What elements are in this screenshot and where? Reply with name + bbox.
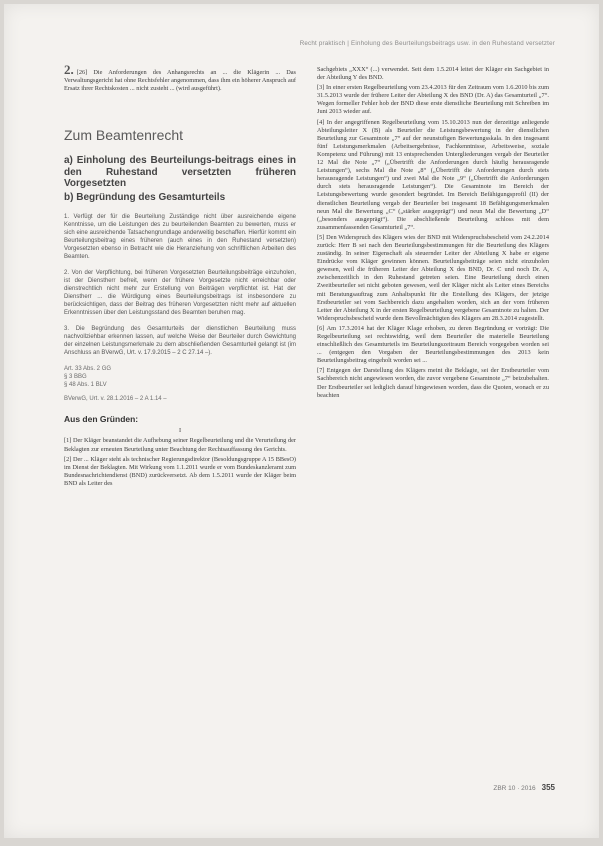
left-column (64, 62, 296, 490)
paragraph-continued: Sachgebiets „XXX“ (...) verwendet. Seit dem 1.5.2014 leitet der Kläger ein Sachgebiet in der Abteilung Y des BND. (317, 66, 549, 82)
lead-paragraph (64, 62, 296, 93)
statute-ref: § 48 Abs. 1 BLV (64, 382, 107, 389)
running-head: Recht praktisch | Einholung des Beurteilungsbeitrags usw. in den Ruhestand versetzter (299, 40, 555, 47)
paragraph-5: [5] Den Widerspruch des Klägers wies der BND mit Widerspruchsbescheid vom 24.2.2014 zurück: Herr B sei nach den Beurteilungsbestimmungen für die Beurteilung des Klägers zuständig. In seiner Eigenschaft als steuernder Leiter der Abteilung X habe er eigene Eindrücke vom Kläger gewinnen können. Beurteilungsbeiträge seien nicht einzuholen gewesen, weil die früheren Leiter der Abteilung X des BND, Dr. C und noch Dr. A, zwischenzeitlich in den Ruhestand getreten seien. Eine Beurteilung durch einen Zweitbeurteiler sei nicht geboten gewesen, weil der Kläger nicht als Leiter eines Bereichs mit Beratungsauftrag zum Anhaltspunkt für die Erstellung des Klägers, der jetzige Erstbeurteiler sei vom Sachbereich dazu angehalten worden, sich an der vom früheren Leiter der Abteilung X in der ersten Regelbeurteilung vergebene Gesamtnote zu halten. Der Widerspruchsbescheid wurde dem Bevollmächtigten des Klägers am 28.3.2014 zugestellt. (317, 233, 549, 322)
guiding-principles (64, 213, 296, 357)
guiding-principle-2: 2. Von der Verpflichtung, bei früheren Vorgesetzten Beurteilungsbeiträge einzuholen, ist der Dienstherr befreit, wenn der frühere Vorgesetzte nicht erreichbar oder dienstrechtlich nicht mehr zur Erstellung von Beiträgen verpflichtet ist. Hat der Dienstherr ... die Würdigung eines Beurteilungsbeitrags ist insbesondere zu berücksichtigen, dass der Beitrag des früheren Vorgesetzten nicht mehr auf aktuellen Erkenntnissen über den Leistungsstand des Beamten beruhen mag. (64, 270, 296, 317)
paragraph-3: [3] In einer ersten Regelbeurteilung vom 23.4.2013 für den Zeitraum vom 1.6.2010 bis zum 31.5.2013 wurde der frühere Leiter der Abteilung X des BND (Dr. A) das Gesamturteil „7“. Wegen formeller Fehler hob der BND diese erste dienstliche Beurteilung mit Schreiben im Juni 2013 wieder auf. (317, 84, 549, 116)
reasons-heading: Aus den Gründen: (64, 414, 139, 425)
journal-issue: ZBR 10 · 2016 (493, 785, 536, 792)
statute-references (64, 365, 296, 403)
lead-number: 2. (64, 62, 74, 77)
statute-ref: § 3 BBG (64, 374, 87, 381)
statute-ref: Art. 33 Abs. 2 GG (64, 366, 112, 373)
paragraph-1: [1] Der Kläger beanstandet die Aufhebung seiner Regelbeurteilung und die Verurteilung der Beklagten zur erneuten Beurteilung unter Beachtung der Rechtsauffassung des Gerichts. (64, 437, 296, 453)
paragraph-2: [2] Der ... Kläger steht als technischer Regierungsdirektor (Besoldungsgruppe A 15 BBesO) im Dienst der Beklagten. Mit Wirkung vom 1.1.2011 wurde er vom Bundeskanzleramt zum Bundesnachrichtendienst (BND) zurückversetzt. Ab dem 1.5.2011 wurde der Kläger beim BND als Leiter des (64, 455, 296, 487)
subtitle-a: a) Einholung des Beurteilungs-beitrags eines in den Ruhestand versetzten früheren Vorgesetzten (64, 155, 296, 190)
court-reference: BVerwG, Urt. v. 28.1.2016 – 2 A 1.14 – (64, 396, 167, 403)
guiding-principle-1: 1. Verfügt der für die Beurteilung Zuständige nicht über ausreichende eigene Kenntnisse, um die Leistungen des zu beurteilenden Beamten zu bewerten, muss er sich eine ausreichende Tatsachengrundlage anderweitig beschaffen. Hierfür kommt ein Beurteilungsbeitrag eines früheren (auch eines in den Ruhestand versetzten) Vorgesetzten ebenso in Betracht wie die Heranziehung von schriftlichen Arbeiten des Beamten. (64, 214, 296, 261)
page-footer (493, 783, 555, 792)
page-number: 355 (541, 783, 555, 792)
guiding-principle-3: 3. Die Begründung des Gesamturteils der dienstlichen Beurteilung muss nachvollziehbar erkennen lassen, auf welche Weise der Beurteiler durch Gewichtung der einzelnen Leistungsmerkmale zu dem abschließenden Gesamturteil gelangt ist (im Anschluss an BVerwG, Urt. v. 17.9.2015 – 2 C 27.14 –). (64, 326, 296, 357)
right-column (317, 66, 549, 402)
section-title: Zum Beamtenrecht (64, 127, 184, 144)
document-page (4, 4, 599, 838)
paragraph-7: [7] Entgegen der Darstellung des Klägers meint die Beklagte, sei der Erstbeurteiler vom Sachbereich nicht angewiesen worden, die zuvor vergebene Gesamtnote „7“ beizubehalten. Der Erstbeurteiler sei lediglich darauf hingewiesen worden, dass die Quoten, wonach er zu beachten (317, 367, 549, 399)
subtitle-b: b) Begründung des Gesamturteils (64, 191, 226, 203)
roman-numeral: I (178, 427, 182, 435)
paragraph-4: [4] In der angegriffenen Regelbeurteilung vom 15.10.2013 nun der derzeitige anliegende Abteilungsleiter X (B) als Beurteiler die Leistungsbewertung in der dienstlichen Beurteilung zur Gesamtnote „7“ auf der neunstufigen Bewertungsskala. In den insgesamt fünf Leistungsmerkmalen (Arbeitsergebnisse, Fachkenntnisse, Arbeitsweise, soziale Kompetenz und Führung) mit 13 entsprechenden Untergliederungen vergab der Beurteiler 12 Mal die Note „7“ („Übertrifft die Anforderungen durch häufig herausragende Leistungen“), sechs Mal die Note „8“ („Übertrifft die Anforderungen durch stets herausragende Leistungen“) und zwei Mal die Note „9“ („Übertrifft die Anforderungen durch stets herausragende Leistungen“). Die Gesamtnote im Bereich der Leistungsbewertung wurde gesondert begründet. Im Bereich Befähigungsprofil (II) der dienstlichen Beurteilung vergab der Beurteiler bei insgesamt 18 Befähigungsmerkmalen neun Mal die Bewertung „C“ („stärker ausgeprägt“) und neun Mal die Bewertung „D“ („besonders ausgeprägt“). Die abschließende Beurteilung schloss mit dem zusammenfassenden Gesamturteil „7“. (317, 118, 549, 231)
lead-text: [26] Die Anforderungen des Anhangsrechts an ... die Klägerin ... Das Verwaltungsgericht hat ohne Rechtsfehler angenommen, dass ihm ein höherer Anspruch auf Ersatz ihrer Rechtskosten ... nicht zusteht ... (wird ausgeführt). (64, 69, 296, 93)
paragraph-6: [6] Am 17.3.2014 hat der Kläger Klage erhoben, zu deren Begründung er vorträgt: Die Regelbeurteilung sei rechtswidrig, weil dem Beurteiler die materielle Beurteilung einschließlich des Gesamturteils im Beurteilungszeitraum Bereich vorgegeben worden sei ... (entgegen den Vorgaben der Beurteilungsbestimmungen des 2013 kein Beurteilungsbeitrag eingeholt worden sei ... (317, 324, 549, 365)
